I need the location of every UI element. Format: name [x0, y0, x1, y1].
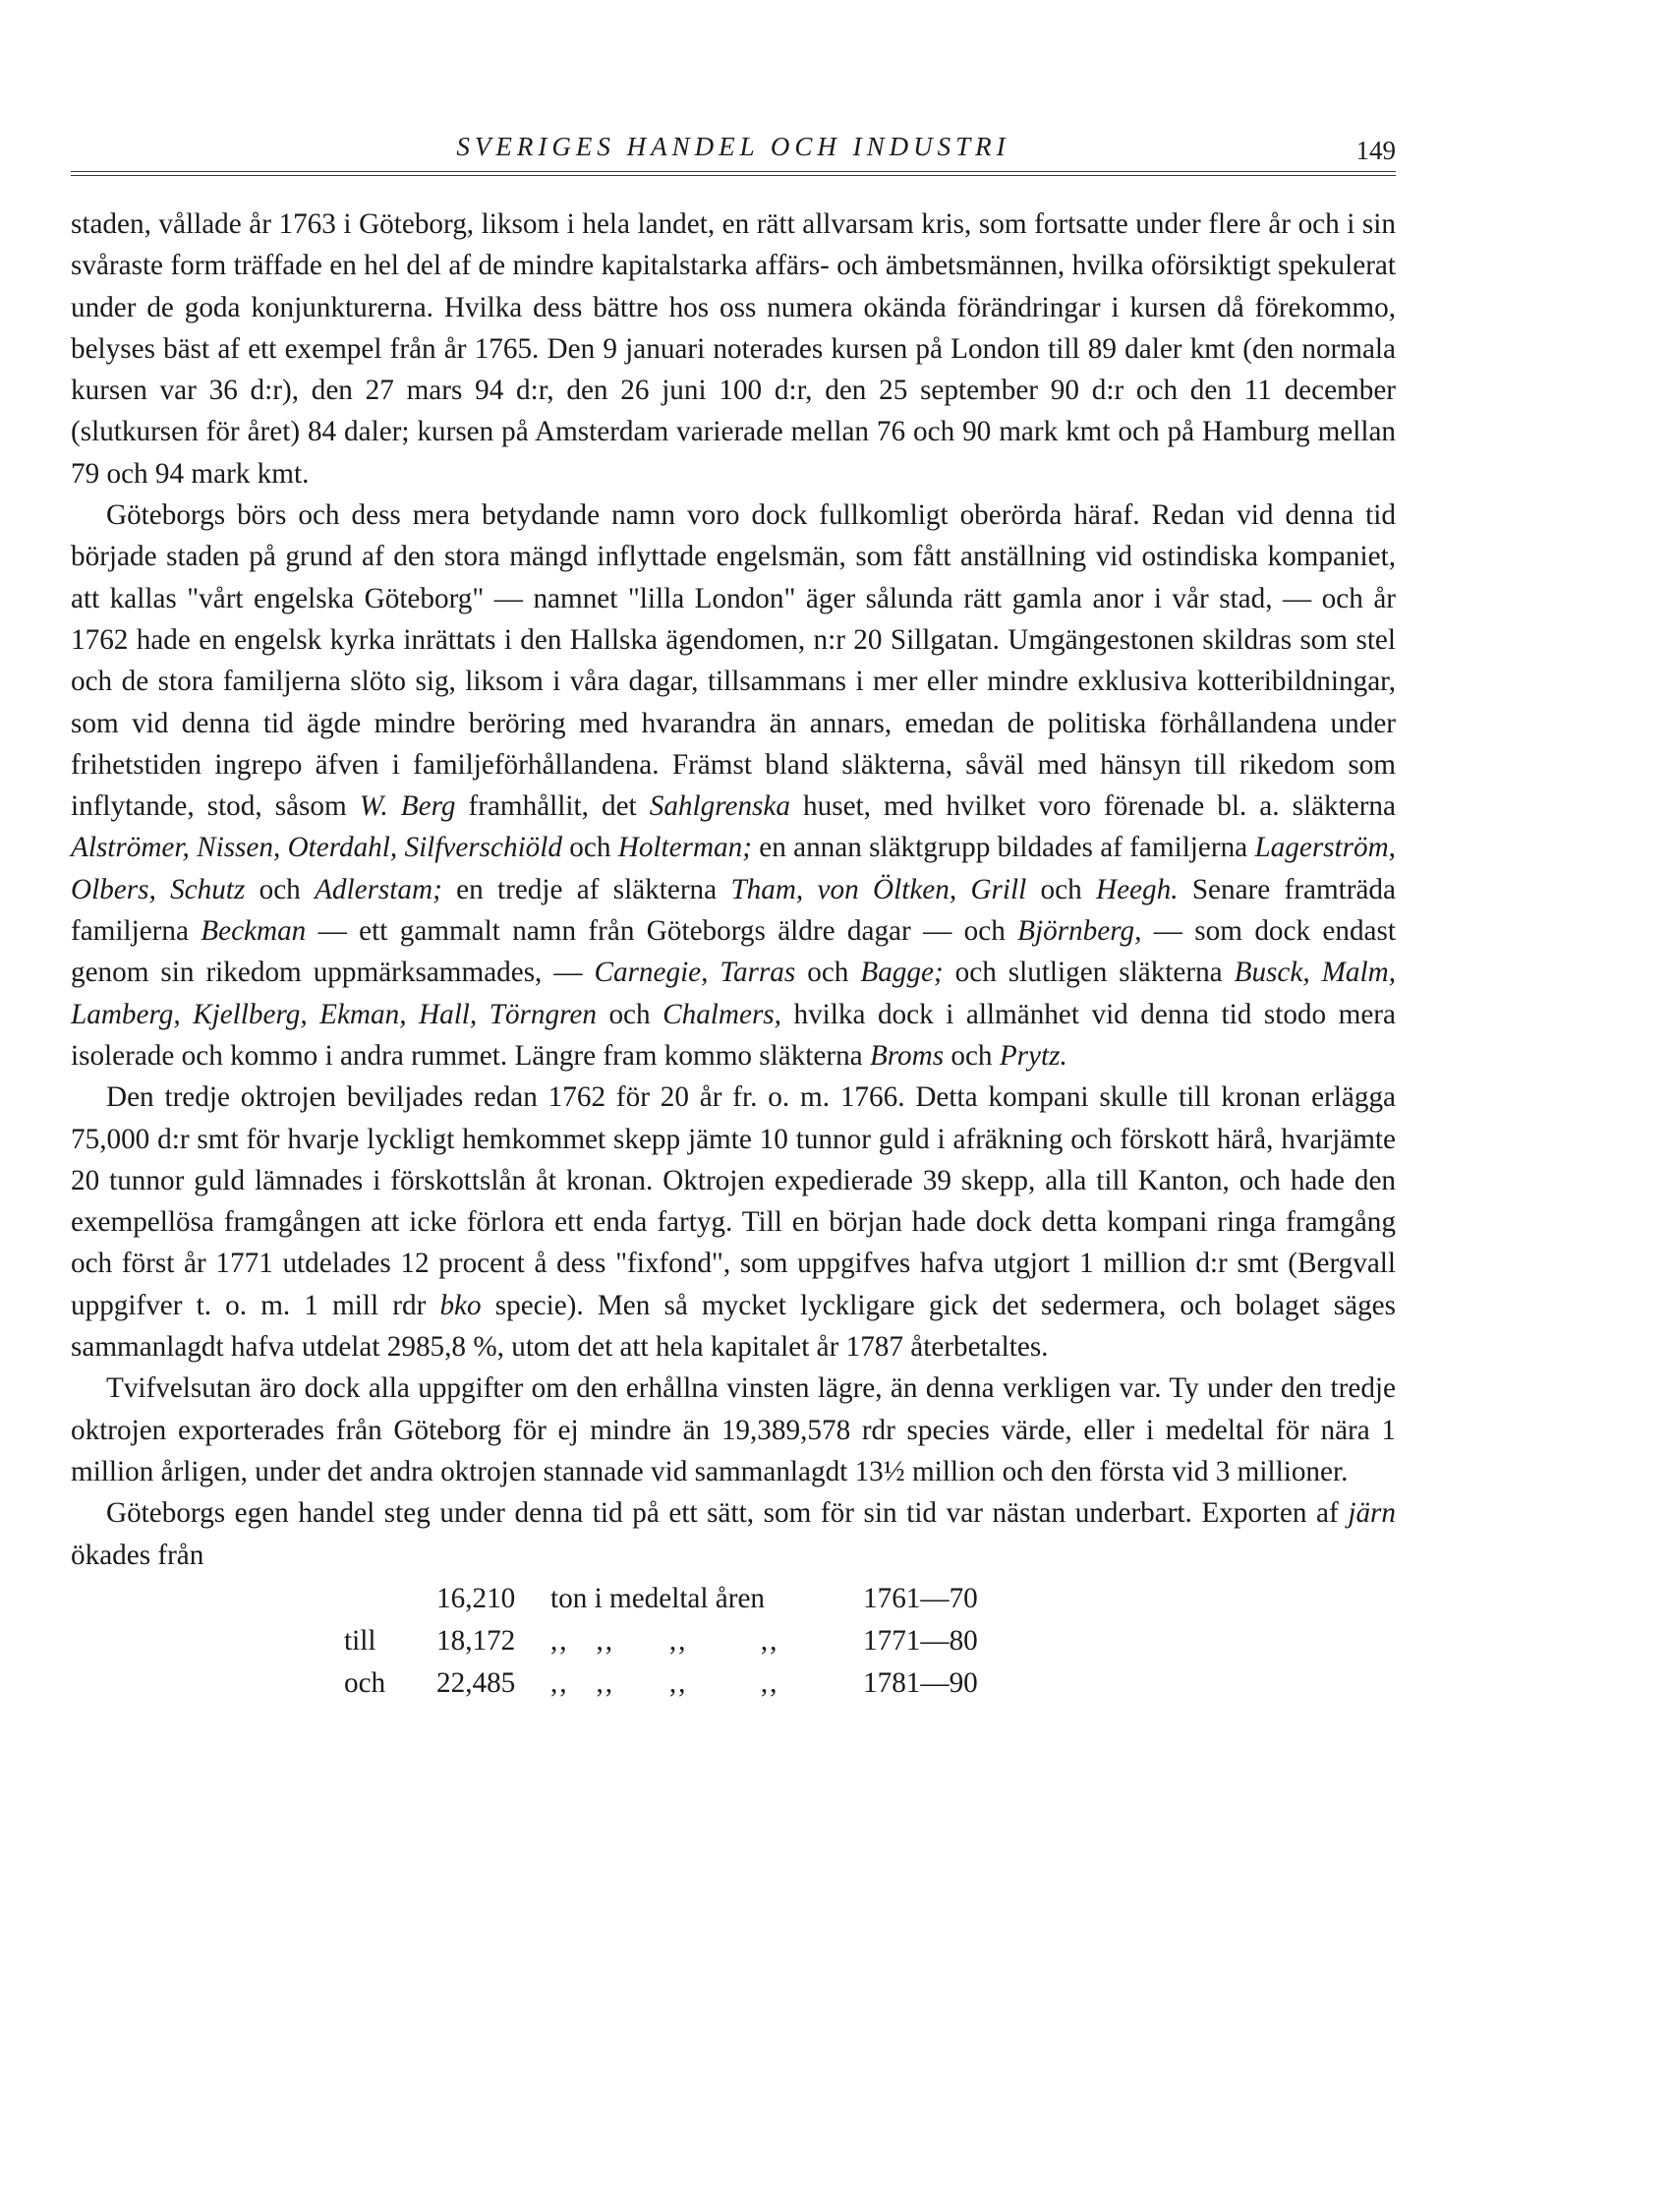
header-rule — [71, 171, 1396, 172]
paragraph-2: Göteborgs börs och dess mera betydande namn voro dock fullkomligt oberörda häraf. Redan vid denna tid började staden på grund af den stora mängd inflyttade engelsmän, som fått anställning vid ostindiska kompaniet, att kallas "vårt engelska Göteborg" — namnet "lilla London" äger sålunda rätt gamla anor i vår stad, — och år 1762 hade en engelsk kyrka inrättats i den Hallska ägendomen, n:r 20 Sillgatan. Umgängestonen skildras som stel och de stora familjerna slöto sig, liksom i våra dagar, tillsammans i mer eller mindre exklusiva kotteribildningar, som vid denna tid ägde mindre beröring med hvarandra än annars, emedan de politiska förhållandena under frihetstiden ingrepo äfven i familjeförhållandena. Främst bland släkterna, såväl med hänsyn till rikedom som inflytande, stod, såsom W. Berg framhållit, det Sahlgrenska huset, med hvilket voro förenade bl. a. släkterna Alströmer, Nissen, Oterdahl, Silfverschiöld och Holterman; en annan släktgrupp bildades af familjerna Lagerström, Olbers, Schutz och Adlerstam; en tredje af släkterna Tham, von Öltken, Grill och Heegh. Senare framträda familjerna Beckman — ett gammalt namn från Göteborgs äldre dagar — och Björnberg, — som dock endast genom sin rikedom uppmärksammades, — Carnegie, Tarras och Bagge; och slutligen släkterna Busck, Malm, Lamberg, Kjellberg, Ekman, Hall, Törngren och Chalmers, hvilka dock i allmänhet vid denna tid stodo mera isolerade och kommo i andra rummet. Längre fram kommo släkterna Broms och Prytz. — [71, 499, 1396, 1072]
row-years: 1781—90 — [863, 1666, 978, 1699]
paragraph-3: Den tredje oktrojen beviljades redan 1762 för 20 år fr. o. m. 1766. Detta kompani skulle till kronan erlägga 75,000 d:r smt för hvarje lyckligt hemkommet skepp jämte 10 tunnor guld i afräkning och förskott härå, hvarjämte 20 tunnor guld lämnades i förskottslån åt kronan. Oktrojen expedierade 39 skepp, alla till Kanton, och hade den exempellösa framgången att icke förlora ett enda fartyg. Till en början hade dock detta kompani ringa framgång och först år 1771 utdelades 12 procent å dess "fixfond", som uppgifves hafva utgjort 1 million d:r smt (Bergvall uppgifver t. o. m. 1 mill rdr bko specie). Men så mycket lyckligare gick det sedermera, och bolaget säges sammanlagdt hafva utdelat 2985,8 %, utom det att hela kapitalet år 1787 återbetaltes. — [71, 1081, 1396, 1364]
row-prefix: till — [344, 1624, 376, 1657]
row-ditto-marks: ,, ,, ,, ,, — [550, 1624, 779, 1657]
table-row — [71, 1662, 1396, 1705]
table-row — [71, 1578, 1396, 1620]
row-amount: 16,210 — [436, 1582, 516, 1614]
paragraph-5: Göteborgs egen handel steg under denna tid på ett sätt, som för sin tid var nästan underbart. Exporten af järn ökades från — [71, 1497, 1396, 1571]
running-title: SVERIGES HANDEL OCH INDUSTRI — [456, 132, 1010, 161]
page — [71, 126, 1396, 1705]
table-row — [71, 1620, 1396, 1662]
row-ditto-marks: ,, ,, ,, ,, — [550, 1666, 779, 1699]
header-rule-second — [71, 175, 1396, 176]
running-head — [71, 126, 1396, 171]
row-years: 1761—70 — [863, 1582, 978, 1614]
row-amount: 22,485 — [436, 1666, 516, 1699]
row-years: 1771—80 — [863, 1624, 978, 1657]
paragraph-1: staden, vållade år 1763 i Göteborg, liksom i hela landet, en rätt allvarsam kris, som fortsatte under flere år och i sin svåraste form träffade en hel del af de mindre kapitalstarka affärs- och ämbetsmännen, hvilka oförsiktigt spekulerat under de goda konjunkturerna. Hvilka dess bättre hos oss numera okända förändringar i kursen då förekommo, belyses bäst af ett exempel från år 1765. Den 9 januari noterades kursen på London till 89 daler kmt (den normala kursen var 36 d:r), den 27 mars 94 d:r, den 26 juni 100 d:r, den 25 september 90 d:r och den 11 december (slutkursen för året) 84 daler; kursen på Amsterdam varierade mellan 76 och 90 mark kmt och på Hamburg mellan 79 och 94 mark kmt. — [71, 208, 1396, 490]
export-table — [71, 1578, 1396, 1705]
body-text — [71, 204, 1396, 1576]
row-prefix: och — [344, 1666, 386, 1699]
paragraph-4: Tvifvelsutan äro dock alla uppgifter om den erhållna vinsten lägre, än denna verkligen var. Ty under den tredje oktrojen exporterades från Göteborg för ej mindre än 19,389,578 rdr species värde, eller i medeltal för nära 1 million årligen, under det andra oktrojen stannade vid sammanlagdt 13½ million och den första vid 3 millioner. — [71, 1372, 1396, 1487]
page-number: 149 — [1355, 136, 1396, 165]
row-description: ton i medeltal åren — [550, 1582, 766, 1614]
row-amount: 18,172 — [436, 1624, 516, 1657]
